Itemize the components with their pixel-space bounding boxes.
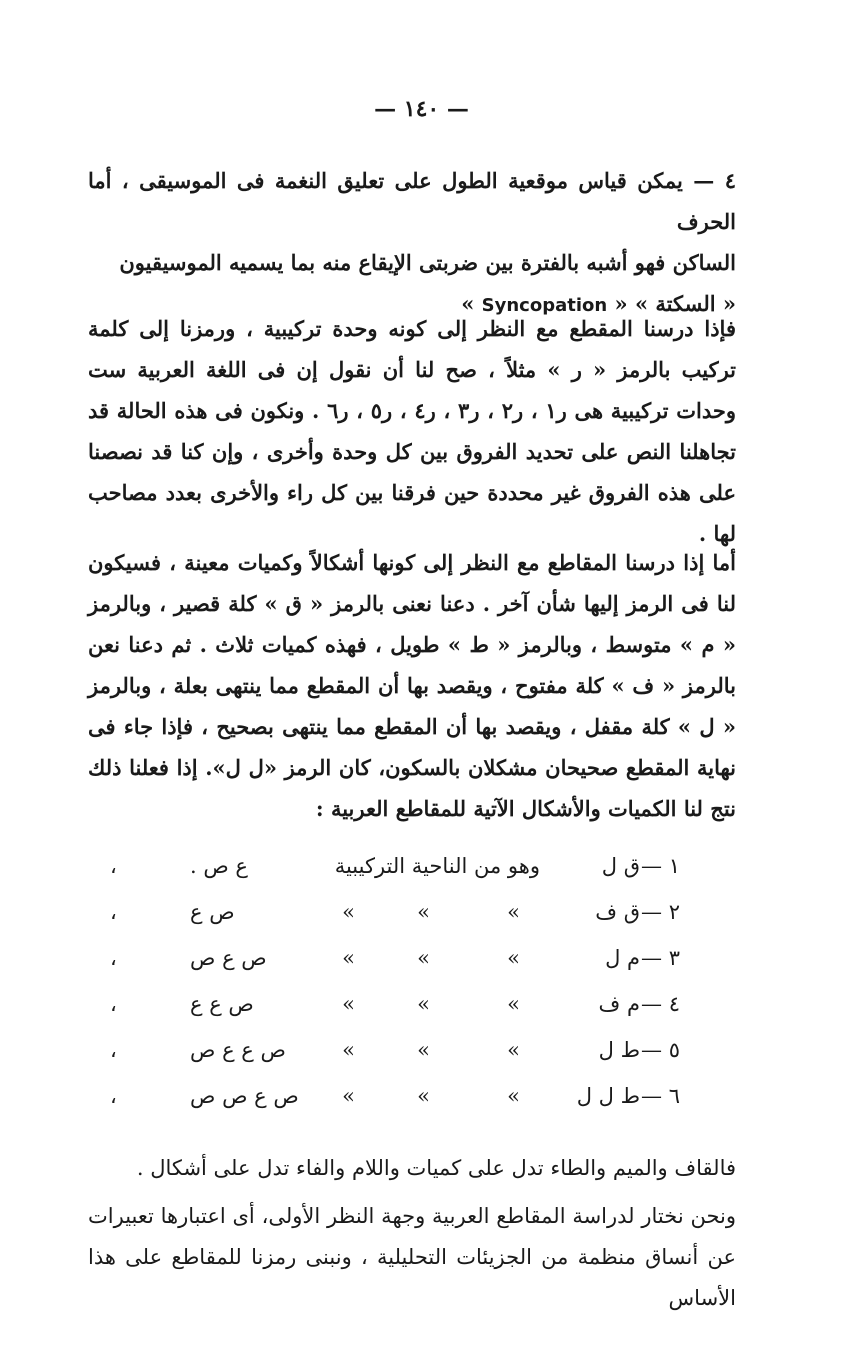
syllable-pattern: ص ع ص ص [190, 1084, 299, 1108]
syllable-pattern: ص ع ع ص [190, 1038, 286, 1062]
row-number: ٢ — [641, 900, 680, 924]
syllable-symbol: م ف [598, 992, 640, 1016]
row-number: ٥ — [641, 1038, 680, 1062]
paragraph-5: ونحن نختار لدراسة المقاطع العربية وجهة النظر الأولى، أى اعتبارها تعبيرات عن أنساق منظمة من الجزيئات التحليلية ، ونبنى رمزنا للمقاطع على هذا الأساس [88, 1204, 736, 1310]
table-row [110, 992, 680, 1038]
row-comma: ، [110, 900, 117, 924]
table-row [110, 1084, 680, 1130]
sakta-term: « السكتة » « [614, 291, 736, 316]
ditto-mark: » [342, 900, 355, 924]
table-row [110, 854, 680, 900]
paragraph-1-line-2: الساكن فهو أشبه بالفترة بين ضربتى الإيقاع منه بما يسميه الموسيقيون [119, 250, 736, 275]
ditto-mark: » [342, 946, 355, 970]
syllable-pattern: ع ص . [190, 854, 248, 878]
paragraph-3: أما إذا درسنا المقاطع مع النظر إلى كونها أشكالاً وكميات معينة ، فسيكون لنا فى الرمز إليها شأن آخر . دعنا نعنى بالرمز « ق » كلة قصير ، وبالرمز « م » متوسط ، وبالرمز « ط » طويل ، فهذه كميات ثلاث . ثم دعنا نعن بالرمز « ف » كلة مفتوح ، ويقصد بها أن المقطع مما ينتهى بعلة ، وبالرمز « ل » كلة مقفل ، ويقصد بها أن المقطع مما ينتهى بصحيح ، فإذا جاء فى نهاية المقطع صحيحان مشكلان بالسكون، كان الرمز «ل ل». إذا فعلنا ذلك نتج لنا الكميات والأشكال الآتية للمقاطع العربية : [88, 550, 736, 821]
syllable-symbol: م ل [605, 946, 640, 970]
syllable-symbol: ق ل [601, 854, 640, 878]
ditto-mark: » [342, 1084, 355, 1108]
row-number: ١ — [641, 854, 680, 878]
row-comma: ، [110, 1084, 117, 1108]
row-number: ٤ — [641, 992, 680, 1016]
paragraph-1 [88, 160, 736, 326]
structural-label: وهو من الناحية التركيبية [334, 854, 540, 878]
ditto-mark: » [417, 1084, 430, 1108]
syllable-symbol: ق ف [595, 900, 640, 924]
ditto-mark: » [417, 992, 430, 1016]
ditto-mark: » [507, 992, 520, 1016]
row-comma: ، [110, 1038, 117, 1062]
paragraph-1-line-1: ٤ — يمكن قياس موقعية الطول على تعليق النغمة فى الموسيقى ، أما الحرف [88, 168, 736, 234]
row-comma: ، [110, 854, 117, 878]
ditto-mark: » [507, 1038, 520, 1062]
closing-quote: » [461, 291, 475, 316]
ditto-mark: » [417, 900, 430, 924]
table-row [110, 1038, 680, 1084]
row-number: ٣ — [641, 946, 680, 970]
syllable-symbol: ط ل [598, 1038, 640, 1062]
ditto-mark: » [507, 900, 520, 924]
ditto-mark: » [342, 992, 355, 1016]
paragraph-2: فإذا درسنا المقطع مع النظر إلى كونه وحدة تركيبية ، ورمزنا إلى كلمة تركيب بالرمز « ر » مثلاً ، صح لنا أن نقول إن فى اللغة العربية ست وحدات تركيبية هى ر١ ، ر٢ ، ر٣ ، ر٤ ، ر٥ ، ر٦ . ونكون فى هذه الحالة قد تجاهلنا النص على تحديد الفروق بين كل وحدة وأخرى ، وإن كنا قد نصصنا على هذه الفروق غير محددة حين فرقنا بين كل راء والأخرى بعدد مصاحب لها . [88, 316, 736, 546]
ditto-mark: » [507, 1084, 520, 1108]
row-comma: ، [110, 992, 117, 1016]
row-comma: ، [110, 946, 117, 970]
paragraph-4: فالقاف والميم والطاء تدل على كميات واللام والفاء تدل على أشكال . [136, 1156, 736, 1180]
syllable-table [110, 854, 680, 1130]
ditto-mark: » [417, 946, 430, 970]
row-number: ٦ — [641, 1084, 680, 1108]
ditto-mark: » [342, 1038, 355, 1062]
syncopation-term: Syncopation [481, 295, 608, 316]
table-row [110, 946, 680, 992]
syllable-pattern: ص ع [190, 900, 235, 924]
syllable-symbol: ط ل ل [576, 1084, 640, 1108]
syllable-pattern: ص ع ع [190, 992, 254, 1016]
ditto-mark: » [507, 946, 520, 970]
table-row [110, 900, 680, 946]
ditto-mark: » [417, 1038, 430, 1062]
syllable-pattern: ص ع ص [190, 946, 267, 970]
page-number: — ١٤٠ — [374, 96, 469, 122]
